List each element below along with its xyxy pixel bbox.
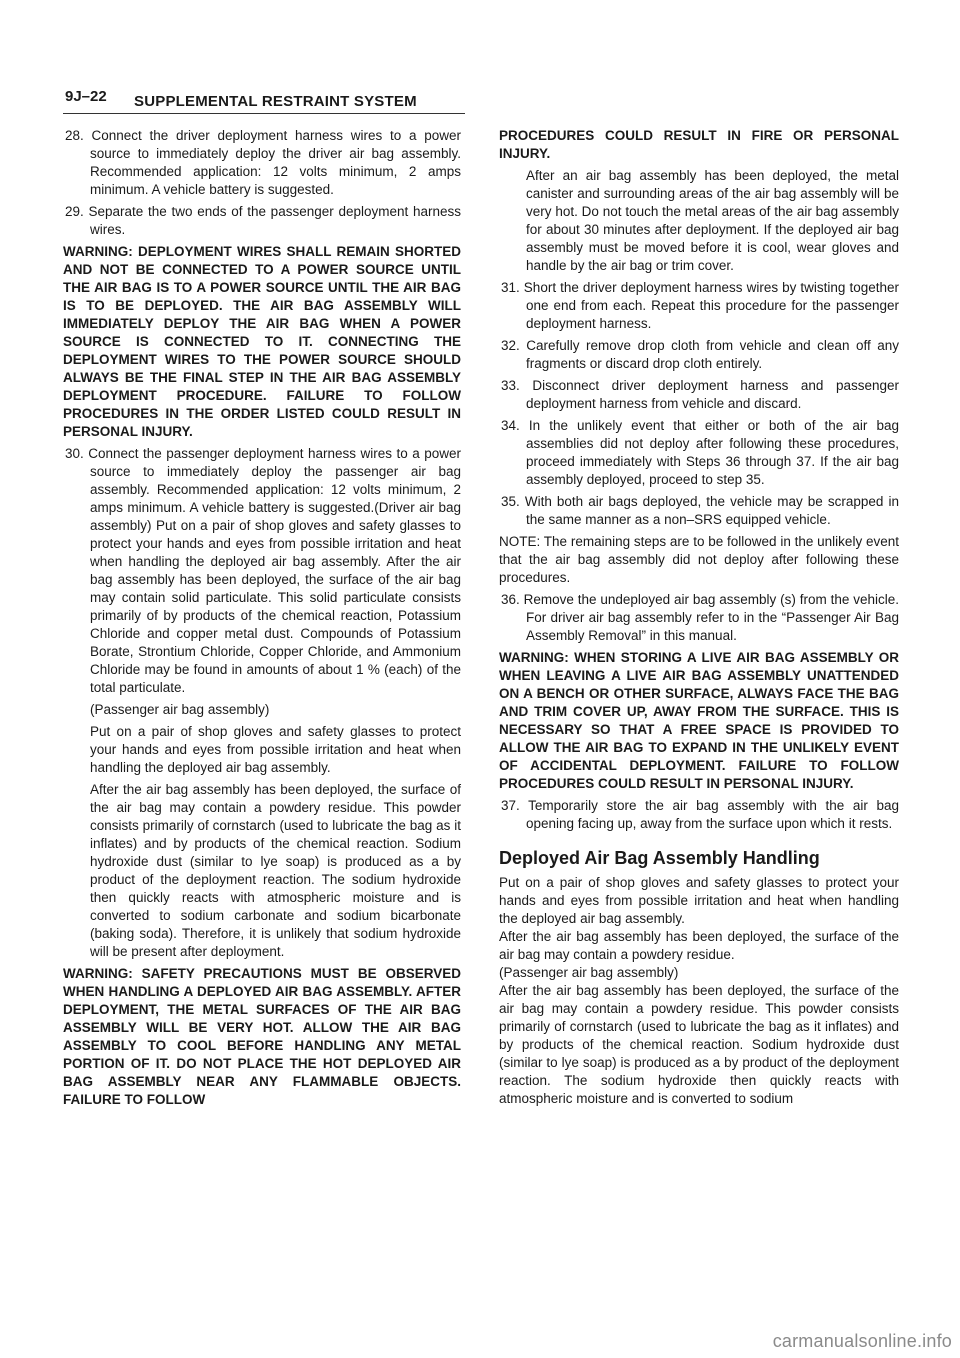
left-column bbox=[63, 127, 461, 1113]
watermark: carmanualsonline.info bbox=[772, 1331, 952, 1351]
handling-paragraph-1: Put on a pair of shop gloves and safety glasses to protect your hands and eyes from possible irritation and heat when handling the deployed air bag assembly. bbox=[499, 875, 899, 926]
step-29: 29. Separate the two ends of the passenger deployment harness wires. bbox=[65, 204, 461, 237]
step-34: 34. In the unlikely event that either or both of the air bag assemblies did not deploy after following these procedures, proceed immediately with Steps 36 through 37. If the air bag assembly deployed, proceed to step 35. bbox=[501, 418, 899, 487]
handling-paragraph-2: After the air bag assembly has been deployed, the surface of the air bag may contain a powdery residue. bbox=[499, 929, 899, 962]
section-title: SUPPLEMENTAL RESTRAINT SYSTEM bbox=[134, 93, 417, 110]
note: NOTE: The remaining steps are to be followed in the unlikely event that the air bag assembly did not deploy after following these procedures. bbox=[499, 534, 899, 585]
step-28: 28. Connect the driver deployment harness wires to a power source to immediately deploy the driver air bag assembly. Recommended application: 12 volts minimum, 2 amps minimum. A vehicle battery is suggested. bbox=[65, 128, 461, 197]
warning-storing-live-airbag: WARNING: WHEN STORING A LIVE AIR BAG ASSEMBLY OR WHEN LEAVING A LIVE AIR BAG ASSEMBLY UNATTENDED ON A BENCH OR OTHER SURFACE, ALWAYS FACE THE BAG AND TRIM COVER UP, AWAY FROM THE SURFACE. THIS IS NECESSARY SO THAT A FREE SPACE IS PROVIDED TO ALLOW THE AIR BAG TO EXPAND IN THE UNLIKELY EVENT OF ACCIDENTAL DEPLOYMENT. FAILURE TO FOLLOW PROCEDURES COULD RESULT IN PERSONAL INJURY. bbox=[499, 650, 899, 791]
step-36: 36. Remove the undeployed air bag assembly (s) from the vehicle. For driver air bag assembly refer to in the “Passenger Air Bag Assembly Removal” in this manual. bbox=[501, 592, 899, 643]
handling-paragraph-3: (Passenger air bag assembly) bbox=[499, 965, 679, 980]
page-code: 9J–22 bbox=[65, 88, 107, 105]
step-33: 33. Disconnect driver deployment harness and passenger deployment harness from vehicle and discard. bbox=[501, 378, 899, 411]
passenger-paragraph-2: After the air bag assembly has been deployed, the surface of the air bag may contain a powdery residue. This powder consists primarily of cornstarch (used to lubricate the bag as it inflates) and by products of the chemical reaction. Sodium hydroxide dust (similar to lye soap) is produced as a by product of the deployment reaction. The sodium hydroxide then quickly reacts with atmospheric moisture and is converted to sodium carbonate and sodium bicarbonate (baking soda). Therefore, it is unlikely that sodium hydroxide will be present after deployment. bbox=[90, 782, 461, 959]
warning-safety-precautions: WARNING: SAFETY PRECAUTIONS MUST BE OBSERVED WHEN HANDLING A DEPLOYED AIR BAG ASSEMBLY. AFTER DEPLOYMENT, THE METAL SURFACES OF THE AIR BAG ASSEMBLY WILL BE VERY HOT. ALLOW THE AIR BAG ASSEMBLY TO COOL BEFORE HANDLING ANY METAL PORTION OF IT. DO NOT PLACE THE HOT DEPLOYED AIR BAG ASSEMBLY NEAR ANY FLAMMABLE OBJECTS. FAILURE TO FOLLOW bbox=[63, 966, 461, 1107]
passenger-paragraph-1: Put on a pair of shop gloves and safety glasses to protect your hands and eyes from possible irritation and heat when handling the deployed air bag assembly. bbox=[90, 724, 461, 775]
handling-paragraph-4: After the air bag assembly has been deployed, the surface of the air bag may contain a powdery residue. This powder consists primarily of cornstarch (used to lubricate the bag as it inflates) and by products of the chemical reaction. Sodium hydroxide dust (similar to lye soap) is produced as a by product of the deployment reaction. The sodium hydroxide then quickly reacts with atmospheric moisture and is converted to sodium bbox=[499, 983, 899, 1106]
right-column bbox=[499, 127, 899, 1108]
step-32: 32. Carefully remove drop cloth from vehicle and clean off any fragments or discard drop cloth entirely. bbox=[501, 338, 899, 371]
warning-safety-precautions-cont: PROCEDURES COULD RESULT IN FIRE OR PERSONAL INJURY. bbox=[499, 128, 899, 161]
step-30: 30. Connect the passenger deployment harness wires to a power source to immediately deploy the passenger air bag assembly. Recommended application: 12 volts minimum, 2 amps minimum. A vehicle battery is suggested.(Driver air bag assembly) Put on a pair of shop gloves and safety glasses to protect your hands and eyes from possible irritation and heat when handling the deployed air bag assembly. After the air bag assembly has been deployed, the surface of the air bag may contain solid particulate. This solid particulate consists primarily of by products of the chemical reaction, Potassium Chloride and copper metal dust. Compounds of Potassium Borate, Strontium Chloride, Copper Chloride, and Ammonium Chloride may be found in amounts of about 1 % (each) of the total particulate. bbox=[65, 446, 461, 695]
step-35: 35. With both air bags deployed, the vehicle may be scrapped in the same manner as a non–SRS equipped vehicle. bbox=[501, 494, 899, 527]
step-31: 31. Short the driver deployment harness wires by twisting together one end from each. Repeat this procedure for the passenger deployment harness. bbox=[501, 280, 899, 331]
after-deploy-paragraph: After an air bag assembly has been deployed, the metal canister and surrounding areas of the air bag assembly will be very hot. Do not touch the metal areas of the air bag assembly for about 30 minutes after deployment. If the deployed air bag assembly must be moved before it is cool, wear gloves and handle by the air bag or trim cover. bbox=[526, 168, 899, 273]
warning-deployment-wires: WARNING: DEPLOYMENT WIRES SHALL REMAIN SHORTED AND NOT BE CONNECTED TO A POWER SOURCE UNTIL THE AIR BAG IS TO A POWER SOURCE UNTIL THE AIR BAG IS TO BE DEPLOYED. THE AIR BAG ASSEMBLY WILL IMMEDIATELY DEPLOY THE AIR BAG WHEN A POWER SOURCE IS CONNECTED TO IT. CONNECTING THE DEPLOYMENT WIRES TO THE POWER SOURCE SHOULD ALWAYS BE THE FINAL STEP IN THE AIR BAG ASSEMBLY DEPLOYMENT PROCEDURE. FAILURE TO FOLLOW PROCEDURES IN THE ORDER LISTED COULD RESULT IN PERSONAL INJURY. bbox=[63, 244, 461, 439]
section-heading: Deployed Air Bag Assembly Handling bbox=[499, 848, 820, 868]
header-rule bbox=[63, 113, 465, 114]
step-37: 37. Temporarily store the air bag assembly with the air bag opening facing up, away from the surface upon which it rests. bbox=[501, 798, 899, 831]
passenger-label: (Passenger air bag assembly) bbox=[90, 702, 270, 717]
